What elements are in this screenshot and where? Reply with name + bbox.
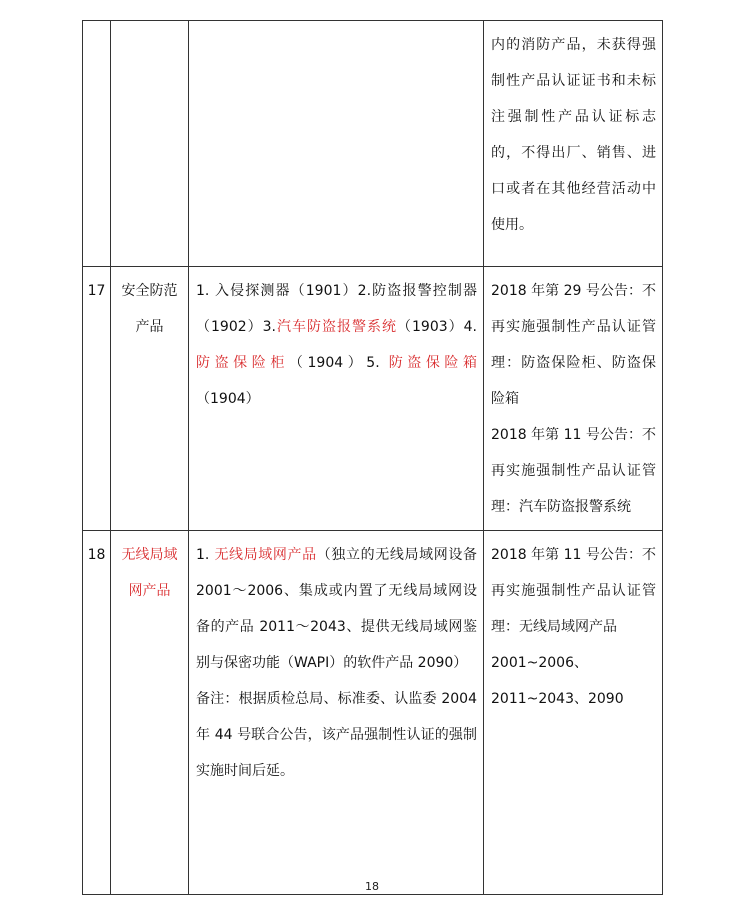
table-row: [83, 531, 663, 895]
announcement-note: 2018 年第 11 号公告：不再实施强制性产品认证管理：汽车防盗报警系统: [491, 427, 656, 515]
page-number: 18: [365, 880, 379, 893]
announcement-note-line: 2011~2043、2090: [491, 691, 624, 707]
removed-item-highlight: 无线局域网产品: [214, 547, 317, 563]
product-items: [189, 21, 484, 267]
items-text: （1904）: [196, 391, 260, 407]
product-items: [189, 267, 484, 531]
product-category: 无线局域网产品: [111, 531, 189, 895]
row-number: [83, 21, 111, 267]
items-paragraph: [196, 537, 477, 681]
items-text: （1904）5.: [288, 355, 389, 371]
table-row: [83, 267, 663, 531]
items-text: 1.: [196, 547, 215, 563]
table-row: [83, 21, 663, 267]
removed-item-highlight: 防盗保险箱: [388, 355, 478, 371]
ccc-products-table: [82, 20, 663, 895]
product-category: 安全防范产品: [111, 267, 189, 531]
announcement-note: 2018 年第 11 号公告：不再实施强制性产品认证管理：无线局域网产品: [491, 547, 656, 635]
notes-cell: 内的消防产品，未获得强制性产品认证证书和未标注强制性产品认证标志的，不得出厂、销售、进口或者在其他经营活动中使用。: [484, 21, 663, 267]
items-text: （独立的无线局域网设备 2001～2006、集成或内置了无线局域网设备的产品 2011～2043、提供无线局域网鉴别与保密功能（WAPI）的软件产品 2090）: [196, 547, 478, 671]
row-number: 18: [83, 531, 111, 895]
row-number: 17: [83, 267, 111, 531]
notes-cell: [484, 267, 663, 531]
product-category: [111, 21, 189, 267]
items-text: 1. 入侵探测器（1901）2.防盗报警控制器（1902）3.: [196, 283, 477, 335]
product-items: [189, 531, 484, 895]
notes-cell: [484, 531, 663, 895]
removed-item-highlight: 防盗保险柜: [196, 355, 289, 371]
announcement-note: 2018 年第 29 号公告：不再实施强制性产品认证管理：防盗保险柜、防盗保险箱: [491, 283, 656, 407]
announcement-note-line: 2001~2006、: [491, 655, 588, 671]
remark-text: 备注：根据质检总局、标准委、认监委 2004 年 44 号联合公告，该产品强制性认证的强制实施时间后延。: [196, 691, 477, 779]
items-text: （1903）4.: [397, 319, 477, 335]
removed-item-highlight: 汽车防盗报警系统: [276, 319, 397, 335]
